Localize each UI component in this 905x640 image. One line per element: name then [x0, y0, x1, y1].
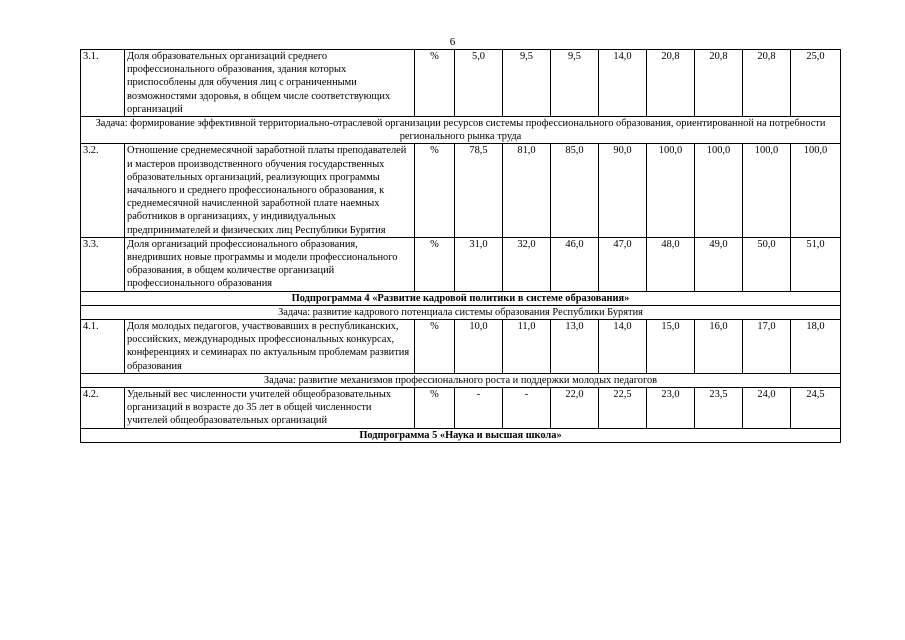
indicator-number: 4.1. — [81, 320, 125, 374]
indicator-value: 18,0 — [791, 320, 841, 374]
indicator-value: 14,0 — [599, 50, 647, 117]
indicator-value: 25,0 — [791, 50, 841, 117]
indicator-value: 32,0 — [503, 237, 551, 291]
indicator-value: - — [455, 388, 503, 429]
indicator-description: Отношение среднемесячной заработной платы преподавателей и мастеров производственного обучения государственных образовательных организаций, реализующих программы начального и среднего профессионального образования, к среднемесячной начисленной заработной плате наемных работников в организациях, у индивидуальных предпринимателей и физических лиц Республики Бурятия — [125, 144, 415, 237]
indicator-value: 23,5 — [695, 388, 743, 429]
subprogram-row — [81, 428, 841, 442]
indicator-value: 90,0 — [599, 144, 647, 237]
indicator-unit: % — [415, 144, 455, 237]
indicator-number: 3.1. — [81, 50, 125, 117]
subprogram-heading: Подпрограмма 4 «Развитие кадровой политики в системе образования» — [81, 291, 841, 305]
indicator-value: 9,5 — [503, 50, 551, 117]
subprogram-heading: Подпрограмма 5 «Наука и высшая школа» — [81, 428, 841, 442]
indicator-description: Доля образовательных организаций среднего профессионального образования, здания которых приспособлены для обучения лиц с ограниченными возможностями здоровья, в общем числе соответствующих организаций — [125, 50, 415, 117]
indicator-value: 5,0 — [455, 50, 503, 117]
indicator-value: 100,0 — [695, 144, 743, 237]
indicator-value: 50,0 — [743, 237, 791, 291]
indicator-value: 23,0 — [647, 388, 695, 429]
indicator-row — [81, 237, 841, 291]
indicator-description: Удельный вес численности учителей общеобразовательных организаций в возрасте до 35 лет в общей численности учителей общеобразовательных организаций — [125, 388, 415, 429]
task-row — [81, 117, 841, 144]
indicator-value: 16,0 — [695, 320, 743, 374]
indicator-value: 24,5 — [791, 388, 841, 429]
indicator-description: Доля молодых педагогов, участвовавших в республиканских, российских, международных профессиональных конкурсах, конференциях и семинарах по актуальным проблемам развития образования — [125, 320, 415, 374]
indicator-row — [81, 144, 841, 237]
indicator-number: 3.2. — [81, 144, 125, 237]
indicator-number: 3.3. — [81, 237, 125, 291]
indicator-value: 9,5 — [551, 50, 599, 117]
indicators-table — [80, 49, 841, 443]
indicator-unit: % — [415, 388, 455, 429]
indicator-value: 15,0 — [647, 320, 695, 374]
indicator-value: 20,8 — [695, 50, 743, 117]
task-heading: Задача: формирование эффективной территориально-отраслевой организации ресурсов системы профессионального образования, ориентированной на потребности регионального рынка труда — [81, 117, 841, 144]
indicator-value: 22,0 — [551, 388, 599, 429]
indicator-unit: % — [415, 50, 455, 117]
indicator-value: 17,0 — [743, 320, 791, 374]
task-heading: Задача: развитие механизмов профессионального роста и поддержки молодых педагогов — [81, 373, 841, 387]
task-heading: Задача: развитие кадрового потенциала системы образования Республики Бурятия — [81, 305, 841, 319]
indicator-value: 24,0 — [743, 388, 791, 429]
indicator-value: 100,0 — [743, 144, 791, 237]
task-row — [81, 305, 841, 319]
indicator-value: 14,0 — [599, 320, 647, 374]
indicator-value: 20,8 — [743, 50, 791, 117]
indicator-value: 49,0 — [695, 237, 743, 291]
indicator-value: 48,0 — [647, 237, 695, 291]
indicator-value: 100,0 — [647, 144, 695, 237]
indicator-value: 81,0 — [503, 144, 551, 237]
indicator-value: 22,5 — [599, 388, 647, 429]
indicator-value: 20,8 — [647, 50, 695, 117]
task-row — [81, 373, 841, 387]
indicator-value: 100,0 — [791, 144, 841, 237]
indicator-value: 51,0 — [791, 237, 841, 291]
indicator-value: - — [503, 388, 551, 429]
indicator-value: 11,0 — [503, 320, 551, 374]
indicator-value: 46,0 — [551, 237, 599, 291]
indicator-value: 31,0 — [455, 237, 503, 291]
indicator-value: 10,0 — [455, 320, 503, 374]
indicator-value: 85,0 — [551, 144, 599, 237]
indicator-value: 13,0 — [551, 320, 599, 374]
subprogram-row — [81, 291, 841, 305]
indicator-value: 78,5 — [455, 144, 503, 237]
indicator-row — [81, 50, 841, 117]
indicator-value: 47,0 — [599, 237, 647, 291]
indicator-row — [81, 320, 841, 374]
indicator-number: 4.2. — [81, 388, 125, 429]
indicator-row — [81, 388, 841, 429]
indicator-description: Доля организаций профессионального образования, внедривших новые программы и модели профессионального образования, в общем количестве организаций профессионального образования — [125, 237, 415, 291]
indicator-unit: % — [415, 320, 455, 374]
page-number: 6 — [449, 36, 456, 48]
indicator-unit: % — [415, 237, 455, 291]
